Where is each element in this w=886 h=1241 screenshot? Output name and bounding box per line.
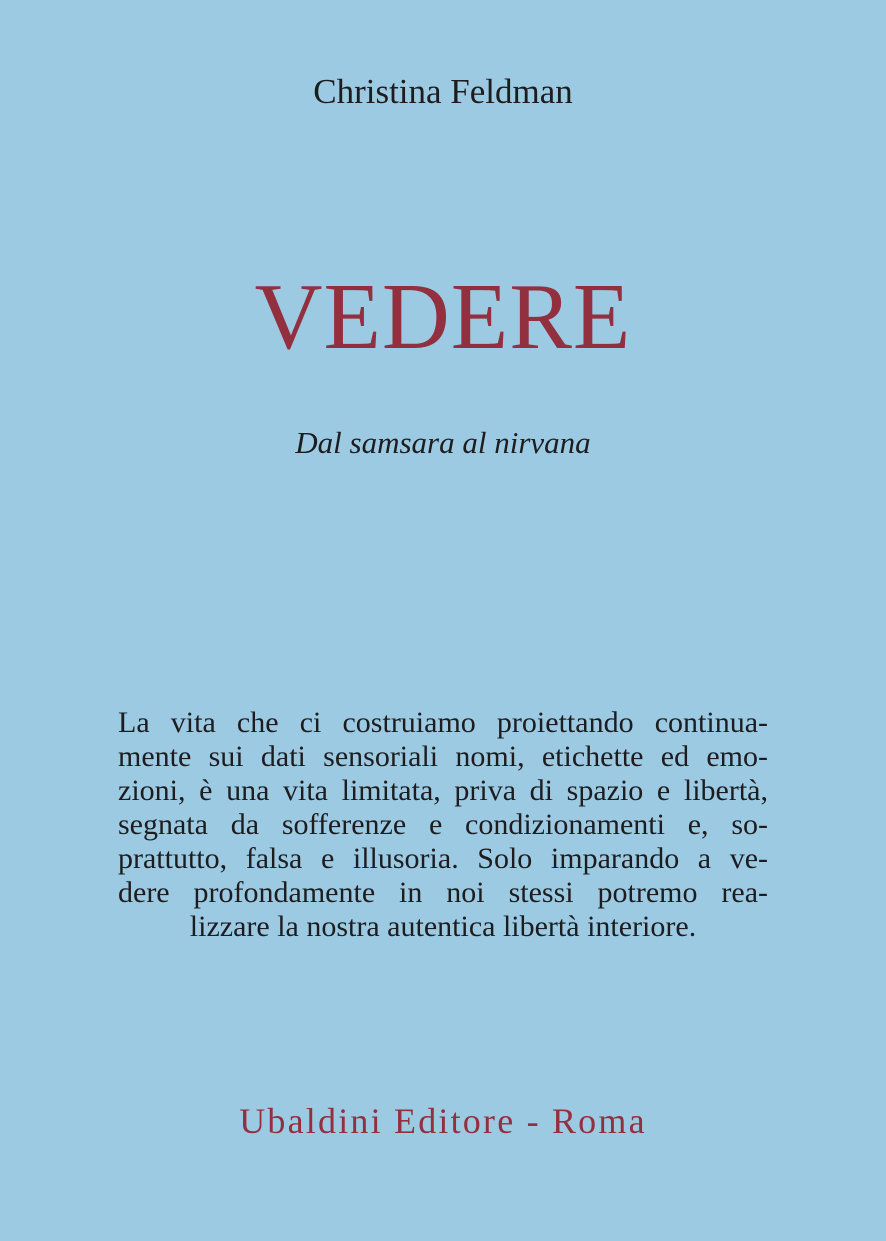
author-name: Christina Feldman xyxy=(313,72,573,111)
blurb-line: segnata da sofferenze e condizionamenti e, so- xyxy=(118,808,768,841)
blurb-paragraph xyxy=(118,706,768,944)
blurb-line: zioni, è una vita limitata, priva di spazio e libertà, xyxy=(118,774,768,807)
book-title: VEDERE xyxy=(254,265,632,369)
blurb-line: La vita che ci costruiamo proiettando continua- xyxy=(118,706,768,739)
publisher-name: Ubaldini Editore - Roma xyxy=(239,1101,647,1141)
book-subtitle: Dal samsara al nirvana xyxy=(295,425,591,460)
blurb-line: lizzare la nostra autentica libertà interiore. xyxy=(189,910,697,943)
blurb-line: mente sui dati sensoriali nomi, etichette ed emo- xyxy=(118,740,768,773)
blurb-line: prattutto, falsa e illusoria. Solo imparando a ve- xyxy=(118,842,768,875)
blurb-line: dere profondamente in noi stessi potremo rea- xyxy=(118,876,768,909)
